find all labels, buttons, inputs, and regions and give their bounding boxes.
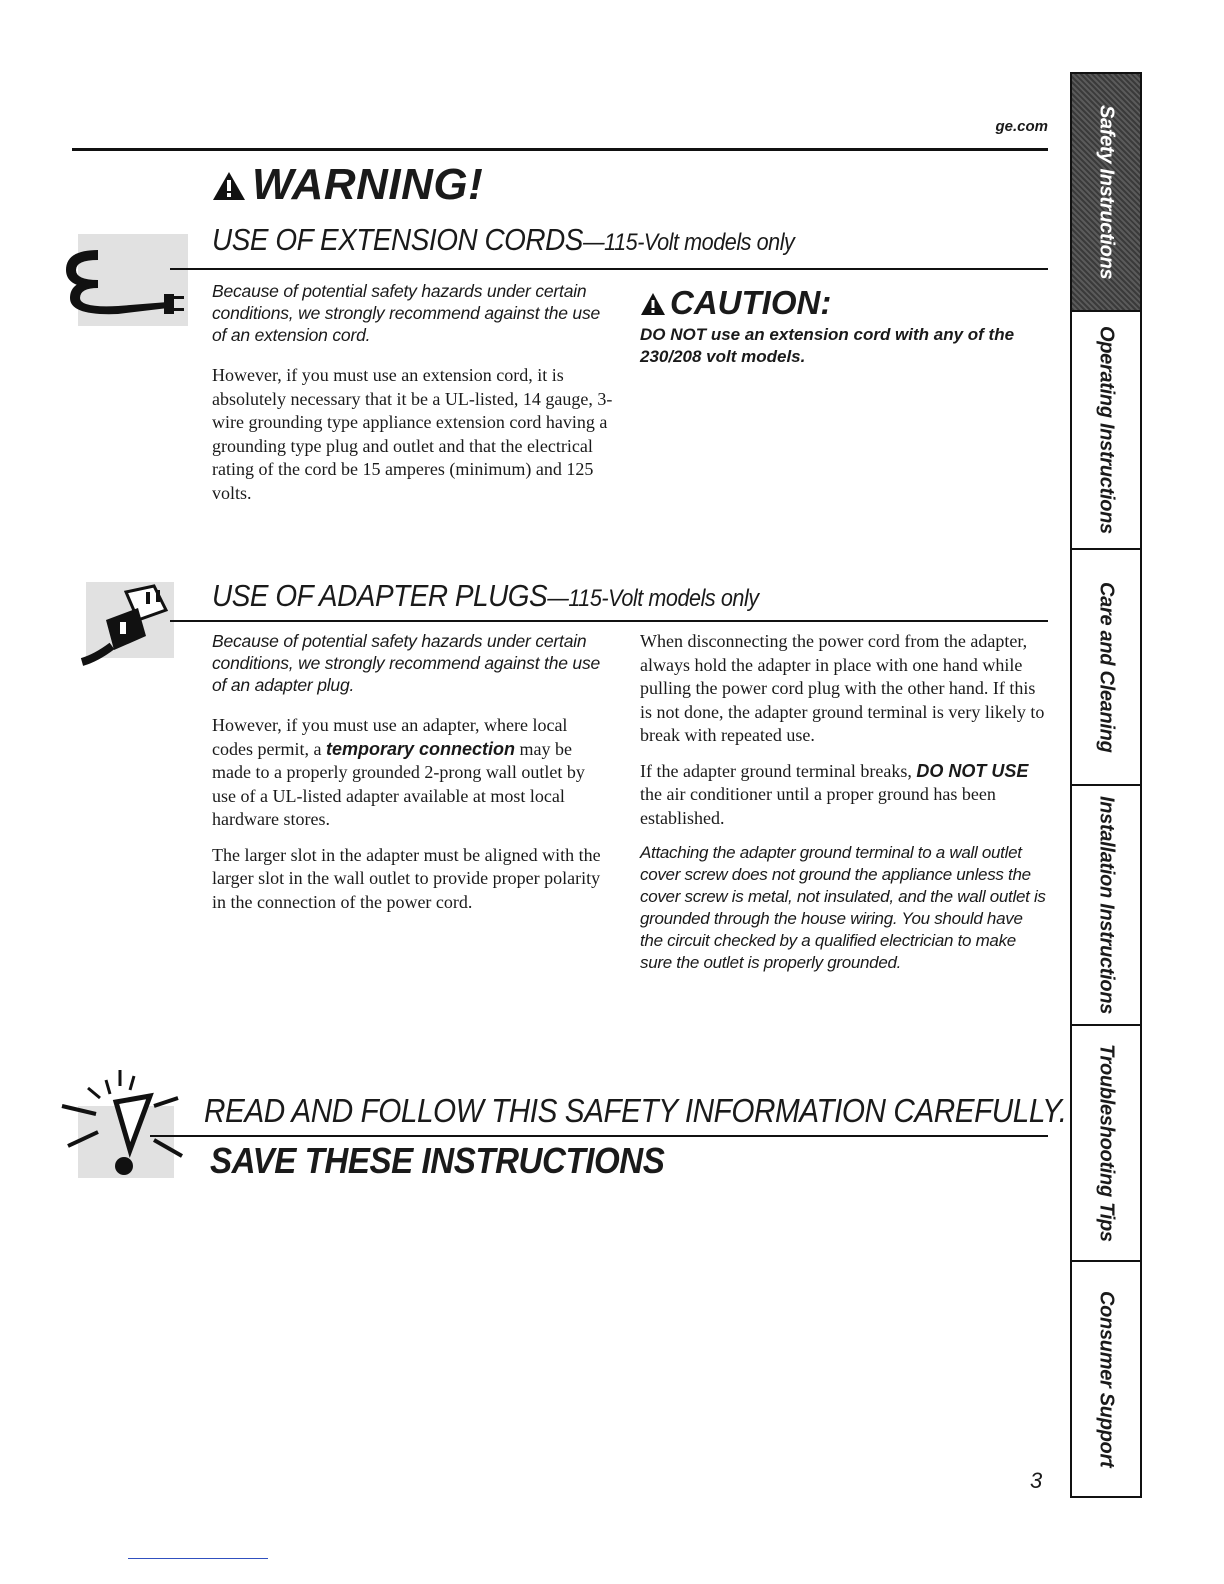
adapter-lead: Because of potential safety hazards under certain conditions, we strongly recommend against the use of an adapter plug. — [212, 631, 601, 695]
warning-heading — [212, 160, 483, 212]
extension-body-text: However, if you must use an extension cord, it is absolutely necessary that it be a UL-listed, 14 gauge, 3-wire grounding type appliance extension cord having a grounding type plug and outlet and that the electrical rating of the cord be 15 amperes (minimum) and 125 volts. — [212, 365, 613, 503]
side-tabs — [1070, 72, 1142, 1498]
extension-cord-icon — [58, 232, 188, 333]
warning-title: WARNING! — [252, 160, 484, 209]
tab-label: Installation Instructions — [1095, 795, 1118, 1015]
extension-section-title — [212, 222, 794, 258]
extension-title-sub: —115-Volt models only — [582, 229, 795, 256]
tab-label: Troubleshooting Tips — [1095, 1044, 1118, 1242]
adapter-rule — [170, 620, 1048, 622]
extension-rule — [170, 268, 1048, 270]
header-rule — [72, 148, 1048, 151]
bottom-line — [128, 1558, 268, 1559]
adapter-right-body — [640, 630, 1048, 986]
tab-label: Safety Instructions — [1095, 104, 1118, 280]
adapter-title-main: USE OF ADAPTER PLUGS — [212, 578, 548, 613]
extension-title-main: USE OF EXTENSION CORDS — [212, 222, 583, 257]
footer-rule — [150, 1135, 1048, 1137]
tab-operating-instructions[interactable] — [1072, 312, 1140, 550]
adapter-r2-before: If the adapter ground terminal breaks, — [640, 760, 917, 781]
caution-title: CAUTION: — [670, 284, 832, 321]
tab-safety-instructions[interactable] — [1072, 74, 1140, 312]
adapter-p1-bold: temporary connection — [325, 738, 516, 759]
header-url: ge.com — [995, 118, 1048, 135]
adapter-p1-after: may be made to a properly grounded 2-prong wall outlet by use of a UL-listed adapter available at most local hardware stores. — [212, 738, 585, 829]
caution-heading — [640, 284, 831, 324]
tab-care-and-cleaning[interactable] — [1072, 550, 1140, 786]
adapter-r2-after: the air conditioner until a proper ground has been established. — [640, 784, 996, 828]
adapter-r2-bold: DO NOT USE — [916, 760, 1029, 781]
adapter-paragraph-2: The larger slot in the adapter must be aligned with the larger slot in the wall outlet to provide proper polarity in the connection of the power cord. — [212, 844, 601, 912]
adapter-section-title — [212, 578, 759, 614]
read-and-follow-statement: READ AND FOLLOW THIS SAFETY INFORMATION CAREFULLY. — [204, 1092, 1067, 1129]
adapter-right-paragraph-2 — [640, 760, 1048, 831]
tab-troubleshooting-tips[interactable] — [1072, 1026, 1140, 1262]
tab-consumer-support[interactable] — [1072, 1262, 1140, 1496]
warning-triangle-icon — [212, 162, 246, 212]
adapter-p1-before: However, if you must use an adapter, where local codes permit, a — [212, 715, 568, 759]
safety-alert-icon — [58, 1066, 188, 1187]
adapter-title-sub: —115-Volt models only — [547, 585, 759, 612]
caution-text: DO NOT use an extension cord with any of the 230/208 volt models. — [640, 325, 1015, 366]
tab-label: Care and Cleaning — [1095, 581, 1118, 753]
save-instructions-statement: SAVE THESE INSTRUCTIONS — [210, 1140, 665, 1181]
adapter-paragraph-1 — [212, 714, 612, 832]
adapter-plug-icon — [76, 580, 176, 675]
page-number: 3 — [1030, 1468, 1043, 1493]
caution-triangle-icon — [640, 286, 666, 324]
adapter-right-paragraph-1: When disconnecting the power cord from the adapter, always hold the adapter in place with one hand while pulling the power cord plug with the other hand. If this is not done, the adapter ground terminal is very likely to break with repeated use. — [640, 631, 1045, 745]
extension-body — [212, 364, 622, 517]
tab-installation-instructions[interactable] — [1072, 786, 1140, 1026]
adapter-left-body — [212, 714, 612, 926]
tab-label: Consumer Support — [1095, 1290, 1118, 1468]
tab-label: Operating Instructions — [1095, 326, 1118, 534]
adapter-right-paragraph-3: Attaching the adapter ground terminal to a wall outlet cover screw does not ground the appliance unless the cover screw is metal, not insulated, and the wall outlet is grounded through the house wiring. You should have the circuit checked by a qualified electrician to make sure the outlet is properly grounded. — [640, 843, 1046, 972]
extension-lead: Because of potential safety hazards under certain conditions, we strongly recommend against the use of an extension cord. — [212, 281, 601, 345]
